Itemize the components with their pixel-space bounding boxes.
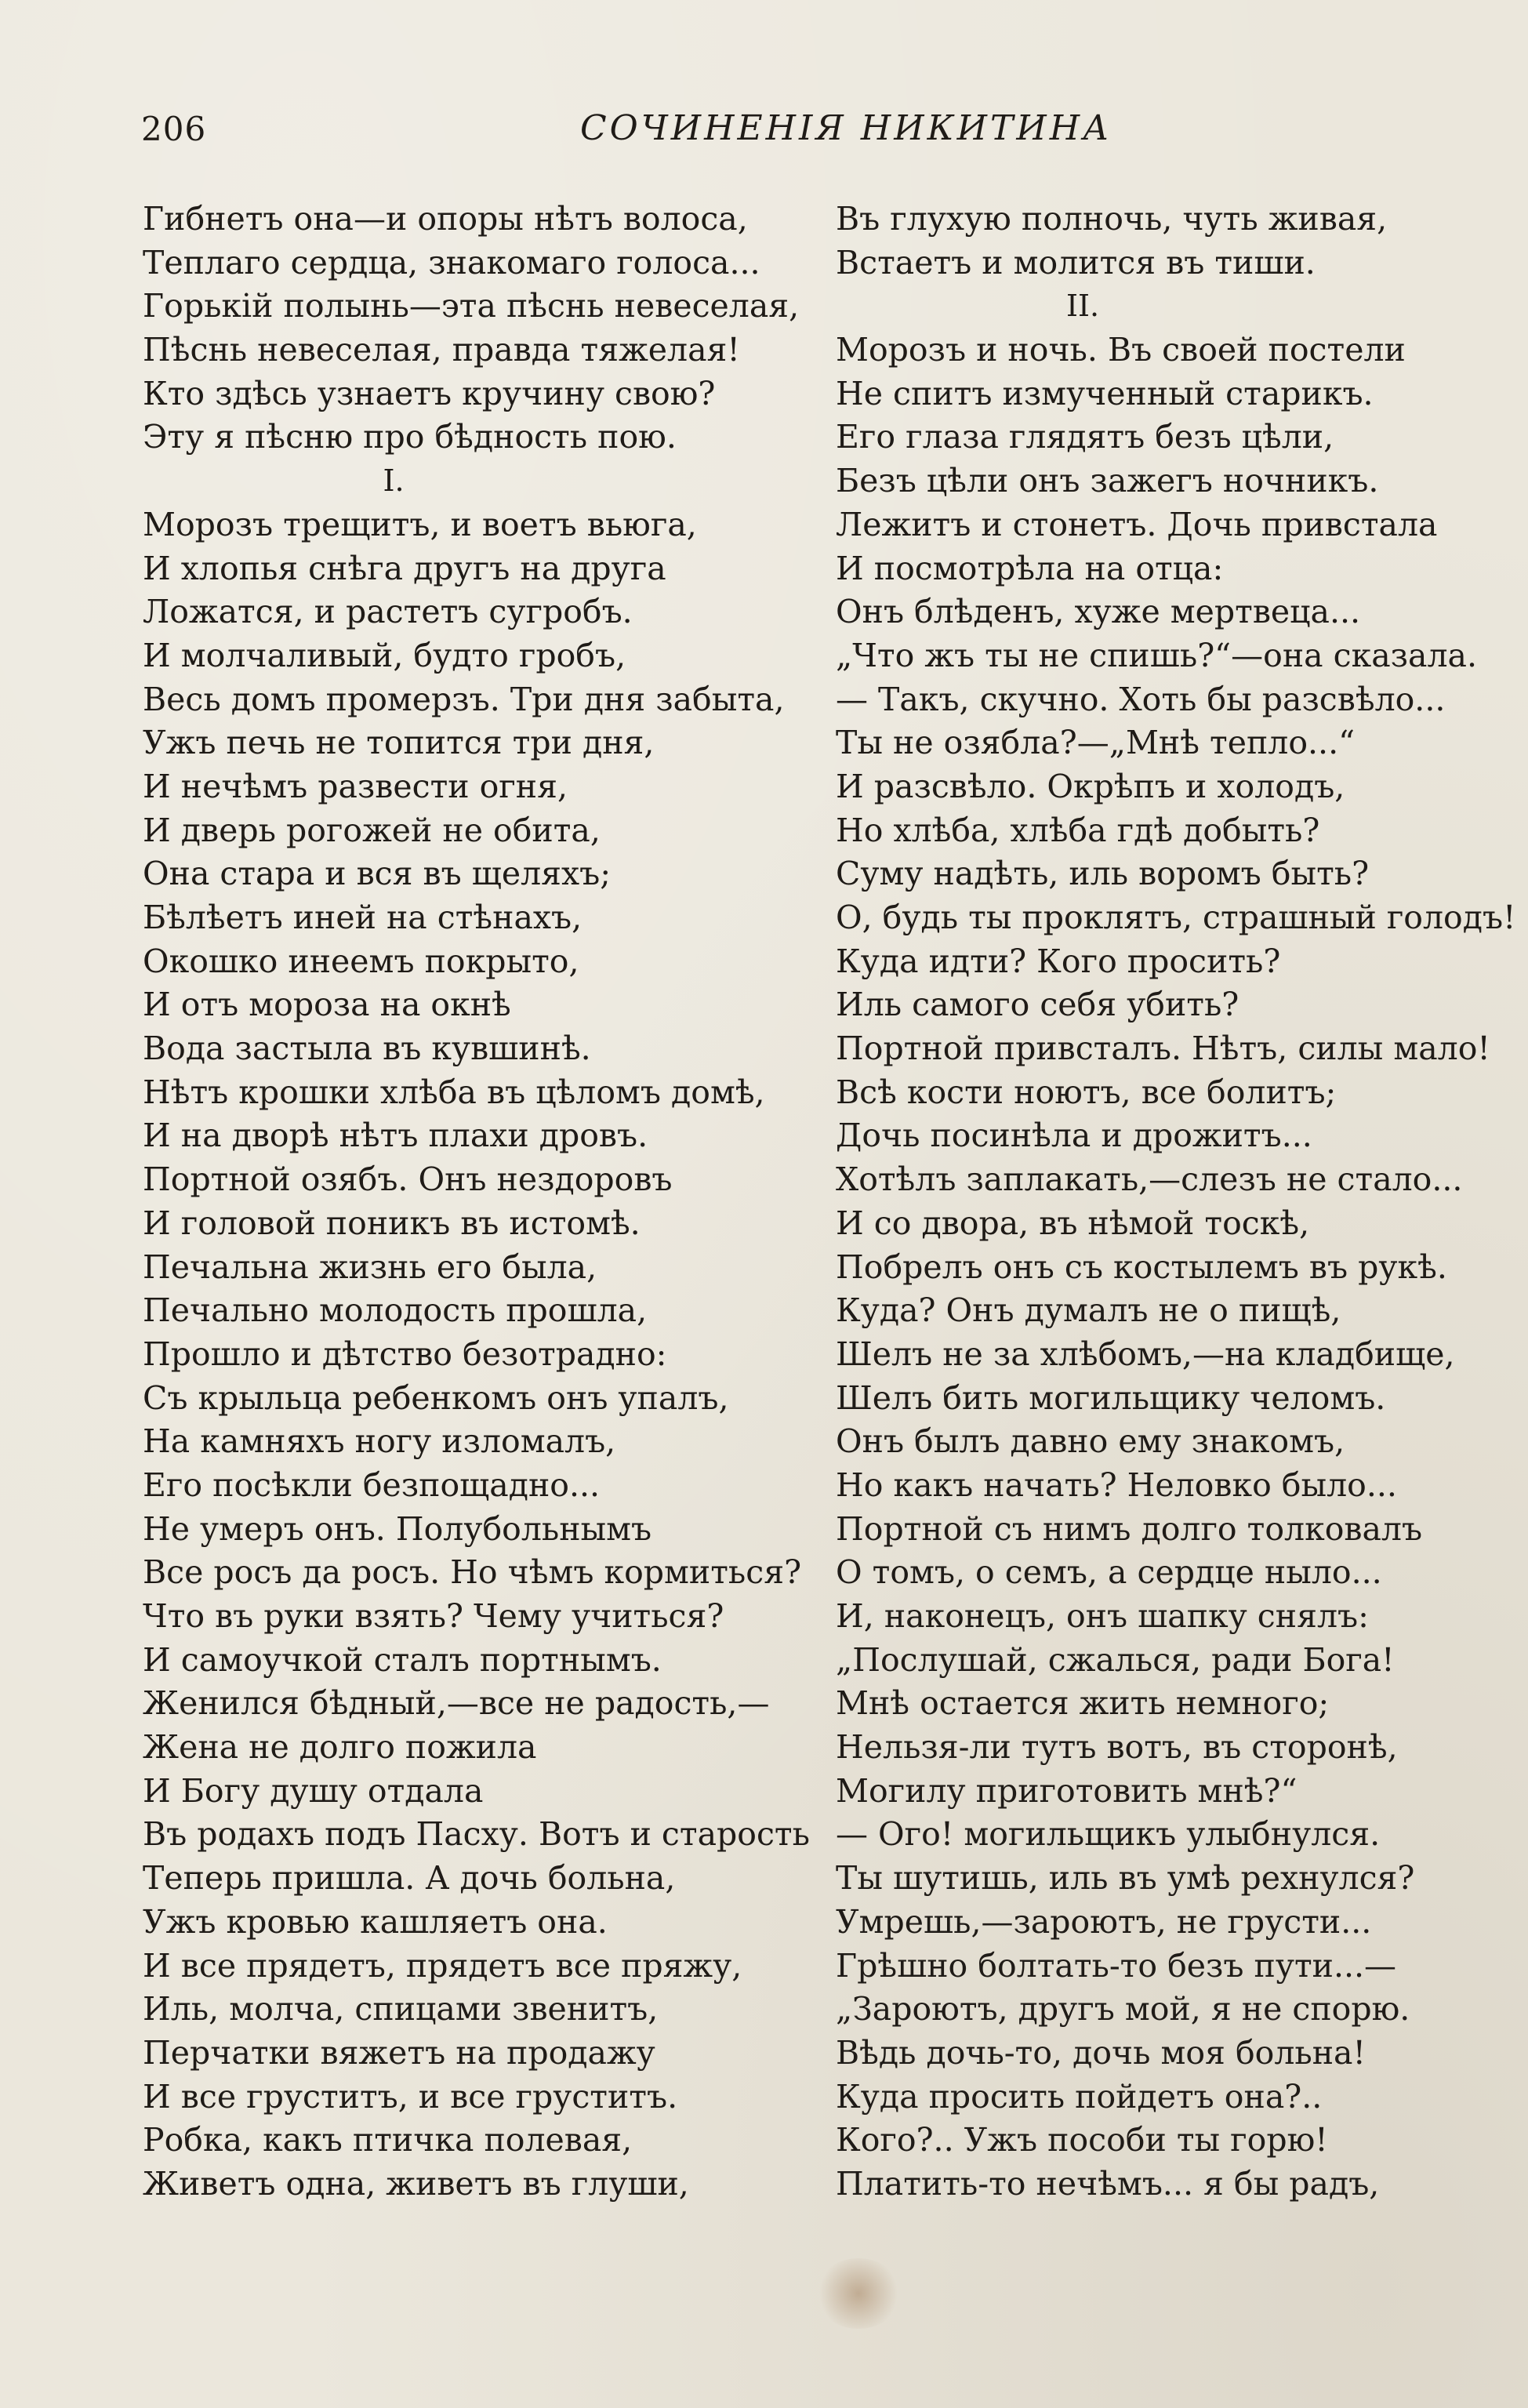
verse-line: Живетъ одна, живетъ въ глуши, xyxy=(143,2164,689,2203)
verse-line: Мнѣ остается жить немного; xyxy=(836,1684,1330,1723)
verse-line: Онъ былъ давно ему знакомъ, xyxy=(836,1422,1345,1461)
verse-line: „Зароютъ, другъ мой, я не спорю. xyxy=(836,1990,1410,2028)
verse-line: „Что жъ ты не спишь?“—она сказала. xyxy=(836,636,1477,674)
verse-line: Ужъ кровью кашляетъ она. xyxy=(143,1902,608,1941)
verse-line: Что въ руки взять? Чему учиться? xyxy=(143,1597,724,1635)
verse-line: Съ крыльца ребенкомъ онъ упалъ, xyxy=(143,1378,729,1417)
verse-line: Онъ блѣденъ, хуже мертвеца... xyxy=(836,593,1361,631)
paper-stain xyxy=(815,2258,902,2329)
verse-line: И на дворѣ нѣтъ плахи дровъ. xyxy=(143,1117,648,1155)
verse-line: Въ родахъ подъ Пасху. Вотъ и старость xyxy=(143,1815,810,1854)
verse-line: Лежитъ и стонетъ. Дочь привстала xyxy=(836,505,1438,543)
verse-line: Его глаза глядятъ безъ цѣли, xyxy=(836,418,1334,456)
verse-line: Ты не озябла?—„Мнѣ тепло...“ xyxy=(836,724,1356,762)
verse-line: Куда? Онъ думалъ не о пищѣ, xyxy=(836,1291,1341,1330)
verse-line: Перчатки вяжетъ на продажу xyxy=(143,2033,655,2072)
verse-line: О, будь ты проклятъ, страшный голодъ! xyxy=(836,899,1516,936)
verse-line: Горькій полынь—эта пѣснь невеселая, xyxy=(143,287,800,325)
verse-line: Иль, молча, спицами звенитъ, xyxy=(143,1990,659,2028)
verse-line: Безъ цѣли онъ зажегъ ночникъ. xyxy=(836,462,1379,500)
section-heading: II. xyxy=(1065,289,1100,324)
verse-line: Не спитъ измученный старикъ. xyxy=(836,374,1374,412)
verse-line: Могилу приготовить мнѣ?“ xyxy=(836,1771,1298,1810)
verse-line: Печально молодость прошла, xyxy=(143,1291,648,1330)
verse-line: И со двора, въ нѣмой тоскѣ, xyxy=(836,1204,1310,1242)
verse-line: Нѣтъ крошки хлѣба въ цѣломъ домѣ, xyxy=(143,1073,765,1111)
verse-line: И нечѣмъ развести огня, xyxy=(143,767,568,805)
verse-line: Грѣшно болтать-то безъ пути...— xyxy=(836,1946,1397,1985)
verse-line: Пѣснь невеселая, правда тяжелая! xyxy=(143,331,740,369)
verse-line: Шелъ не за хлѣбомъ,—на кладбище, xyxy=(836,1335,1455,1373)
running-title: СОЧИНЕНІЯ НИКИТИНА xyxy=(580,108,1112,148)
verse-line: Дочь посинѣла и дрожитъ... xyxy=(836,1117,1312,1155)
verse-line: И Богу душу отдала xyxy=(143,1771,484,1810)
verse-line: Портной озябъ. Онъ нездоровъ xyxy=(143,1160,673,1199)
verse-line: Хотѣлъ заплакать,—слезъ не стало... xyxy=(836,1160,1463,1199)
verse-line: Встаетъ и молится въ тиши. xyxy=(836,243,1316,281)
verse-line: Но хлѣба, хлѣба гдѣ добыть? xyxy=(836,811,1320,849)
verse-line: На камняхъ ногу изломалъ, xyxy=(143,1422,616,1461)
verse-line: Портной съ нимъ долго толковалъ xyxy=(836,1509,1423,1548)
verse-line: Суму надѣть, иль воромъ быть? xyxy=(836,855,1370,893)
verse-line: Эту я пѣсню про бѣдность пою. xyxy=(143,418,677,456)
verse-line: — Ого! могильщикъ улыбнулся. xyxy=(836,1815,1381,1854)
verse-line: Кто здѣсь узнаетъ кручину свою? xyxy=(143,374,716,412)
verse-line: И все груститъ, и все груститъ. xyxy=(143,2077,678,2116)
verse-line: Морозъ трещитъ, и воетъ вьюга, xyxy=(143,505,697,543)
verse-line: Гибнетъ она—и опоры нѣтъ волоса, xyxy=(143,200,748,238)
verse-line: — Такъ, скучно. Хоть бы разсвѣло... xyxy=(836,680,1446,718)
verse-line: Иль самого себя убить? xyxy=(836,986,1239,1024)
verse-line: Умрешь,—зароютъ, не грусти... xyxy=(836,1902,1372,1941)
verse-line: Въ глухую полночь, чуть живая, xyxy=(836,200,1388,238)
section-heading: I. xyxy=(383,463,405,499)
verse-line: Ты шутишь, иль въ умѣ рехнулся? xyxy=(836,1859,1415,1898)
verse-line: Всѣ кости ноютъ, все болитъ; xyxy=(836,1073,1337,1111)
verse-line: Прошло и дѣтство безотрадно: xyxy=(143,1335,667,1373)
verse-line: Ложатся, и растетъ сугробъ. xyxy=(143,593,633,631)
verse-line: Теперь пришла. А дочь больна, xyxy=(143,1859,676,1898)
verse-line: И, наконецъ, онъ шапку снялъ: xyxy=(836,1597,1369,1635)
verse-line: Кого?.. Ужъ пособи ты горю! xyxy=(836,2121,1328,2159)
verse-line: Куда идти? Кого просить? xyxy=(836,942,1281,980)
left-text-column xyxy=(143,198,833,2206)
verse-line: Печальна жизнь его была, xyxy=(143,1248,597,1286)
verse-line: Не умеръ онъ. Полубольнымъ xyxy=(143,1509,652,1548)
verse-line: Морозъ и ночь. Въ своей постели xyxy=(836,331,1406,369)
verse-line: Но какъ начать? Неловко было... xyxy=(836,1466,1397,1504)
verse-line: Окошко инеемъ покрыто, xyxy=(143,942,579,980)
verse-line: И хлопья снѣга другъ на друга xyxy=(143,549,666,587)
verse-line: Вѣдь дочь-то, дочь моя больна! xyxy=(836,2033,1366,2072)
verse-line: И все прядетъ, прядетъ все пряжу, xyxy=(143,1946,742,1985)
verse-line: Портной привсталъ. Нѣтъ, силы мало! xyxy=(836,1030,1490,1068)
verse-line: „Послушай, сжалься, ради Бога! xyxy=(836,1640,1395,1679)
verse-line: Жена не долго пожила xyxy=(143,1728,537,1767)
verse-line: И головой поникъ въ истомѣ. xyxy=(143,1204,641,1242)
verse-line: Бѣлѣетъ иней на стѣнахъ, xyxy=(143,899,583,936)
right-text-column xyxy=(836,198,1518,2206)
verse-line: О томъ, о семъ, а сердце ныло... xyxy=(836,1553,1382,1592)
verse-line: Его посѣкли безпощадно... xyxy=(143,1466,601,1504)
verse-line: Ужъ печь не топится три дня, xyxy=(143,724,655,762)
verse-line: Куда просить пойдетъ она?.. xyxy=(836,2077,1323,2116)
verse-line: И посмотрѣла на отца: xyxy=(836,549,1224,587)
verse-line: Женился бѣдный,—все не радость,— xyxy=(143,1684,770,1723)
verse-line: И отъ мороза на окнѣ xyxy=(143,986,511,1024)
verse-line: Все росъ да росъ. Но чѣмъ кормиться? xyxy=(143,1553,802,1592)
verse-line: Вода застыла въ кувшинѣ. xyxy=(143,1030,591,1068)
verse-line: Побрелъ онъ съ костылемъ въ рукѣ. xyxy=(836,1248,1447,1286)
verse-line: И молчаливый, будто гробъ, xyxy=(143,636,626,674)
page-number: 206 xyxy=(141,110,207,148)
verse-line: Она стара и вся въ щеляхъ; xyxy=(143,855,612,893)
verse-line: И дверь рогожей не обита, xyxy=(143,811,601,849)
verse-line: Теплаго сердца, знакомаго голоса... xyxy=(143,243,760,281)
verse-line: Платить-то нечѣмъ... я бы радъ, xyxy=(836,2164,1380,2203)
verse-line: Весь домъ промерзъ. Три дня забыта, xyxy=(143,680,785,718)
verse-line: И разсвѣло. Окрѣпъ и холодъ, xyxy=(836,767,1345,805)
verse-line: Робка, какъ птичка полевая, xyxy=(143,2121,633,2159)
verse-line: И самоучкой сталъ портнымъ. xyxy=(143,1640,662,1679)
verse-line: Шелъ бить могильщику челомъ. xyxy=(836,1378,1386,1417)
verse-line: Нельзя-ли тутъ вотъ, въ сторонѣ, xyxy=(836,1728,1398,1767)
